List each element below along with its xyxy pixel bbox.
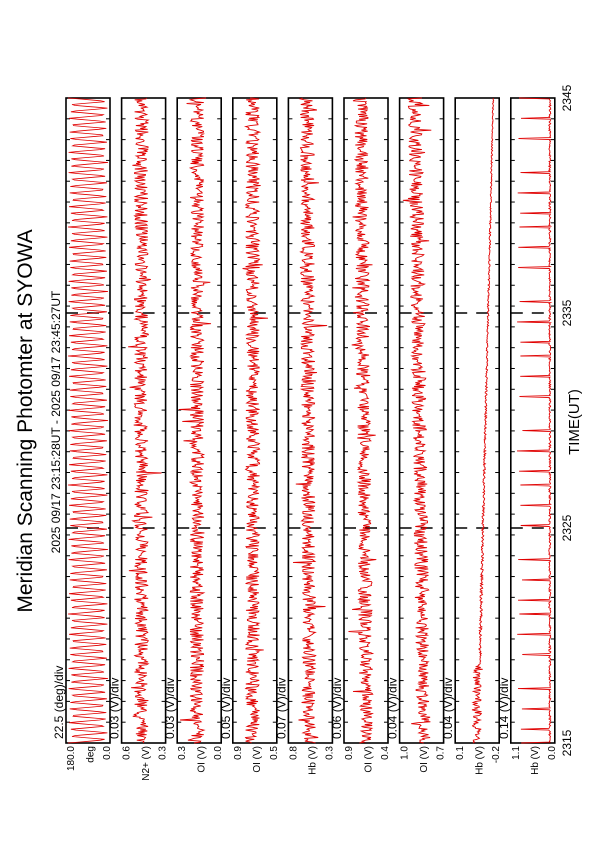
- panel-scale-label: 0.04 (V)/div: [385, 677, 400, 739]
- series-line: [179, 98, 211, 743]
- x-tick-label: 2315: [559, 729, 574, 757]
- panel-2: [108, 98, 169, 781]
- y-tick-label-min: 0.3: [324, 746, 336, 760]
- y-tick-label-min: 0.0: [546, 746, 558, 760]
- y-tick-label-min: 0.3: [157, 746, 169, 760]
- x-tick-label: 2325: [559, 514, 574, 542]
- y-axis-unit-label: Hb (V): [307, 746, 319, 775]
- panel-scale-label: 0.07 (V)/div: [274, 677, 289, 739]
- panel-frame: [455, 98, 499, 743]
- panel-8: [441, 98, 502, 775]
- panel-5: [274, 98, 335, 775]
- y-tick-label-max: 1.1: [510, 746, 522, 760]
- y-axis-unit-label: OI (V): [252, 746, 264, 773]
- series-line: [243, 98, 268, 743]
- y-tick-label-max: 180.0: [66, 746, 77, 772]
- chart-title: Meridian Scanning Photomter at SYOWA: [14, 229, 37, 613]
- y-tick-label-min: 0.0: [102, 746, 113, 760]
- y-axis-unit-label: N2+ (V): [140, 746, 152, 781]
- y-axis-unit-label: OI (V): [196, 746, 208, 773]
- rotated-plot-group: [14, 84, 583, 780]
- panel-frame: [288, 98, 332, 743]
- panel-scale-label: 0.14 (V)/div: [496, 677, 511, 739]
- panel-7: [386, 98, 447, 773]
- y-tick-label-max: 0.9: [344, 746, 355, 760]
- y-axis-unit-label: Hb (V): [474, 746, 486, 775]
- panel-scale-label: 22.5 (deg)/div: [52, 665, 66, 739]
- panel-6: [330, 98, 391, 773]
- series-line: [403, 98, 431, 743]
- series-line: [517, 98, 551, 743]
- y-tick-label-max: 0.3: [177, 746, 189, 760]
- time-range-subtitle: 2025 09/17 23:15:28UT - 2025 09/17 23:45:27UT: [49, 290, 63, 554]
- y-tick-label-min: 0.7: [435, 746, 447, 760]
- panel-9: [497, 98, 558, 775]
- panel-3: [163, 98, 224, 773]
- y-tick-label-min: 0.0: [213, 746, 225, 760]
- panel-frame: [511, 98, 555, 743]
- y-tick-label-max: 0.9: [232, 746, 244, 760]
- y-tick-label-max: 0.1: [455, 746, 467, 760]
- series-line: [293, 98, 327, 743]
- x-axis-title: TIME(UT): [566, 389, 583, 455]
- series-line: [349, 98, 377, 743]
- y-tick-label-max: 1.0: [399, 746, 411, 760]
- panel-scale-label: 0.04 (V)/div: [441, 677, 456, 739]
- panels-group: [52, 98, 558, 781]
- x-tick-label: 2335: [559, 299, 574, 327]
- y-axis-unit-label: Hb (V): [530, 746, 542, 775]
- y-tick-label-min: -0.2: [491, 746, 503, 764]
- y-axis-unit-label: deg: [85, 746, 97, 763]
- y-tick-label-max: 0.6: [121, 746, 133, 760]
- panel-scale-label: 0.03 (V)/div: [163, 677, 178, 739]
- panel-4: [219, 98, 280, 773]
- panel-scale-label: 0.03 (V)/div: [107, 677, 122, 739]
- y-tick-label-max: 0.8: [288, 746, 300, 760]
- series-line: [472, 98, 494, 743]
- y-tick-label-min: 0.4: [380, 746, 391, 760]
- y-axis-unit-label: OI (V): [418, 746, 430, 773]
- panel-scale-label: 0.06 (V)/div: [330, 677, 344, 739]
- panel-scale-label: 0.05 (V)/div: [218, 677, 233, 739]
- x-tick-label: 2345: [559, 84, 574, 112]
- series-line: [128, 98, 161, 743]
- y-tick-label-min: 0.5: [268, 746, 280, 760]
- y-axis-unit-label: OI (V): [363, 746, 375, 773]
- series-line: [68, 98, 108, 743]
